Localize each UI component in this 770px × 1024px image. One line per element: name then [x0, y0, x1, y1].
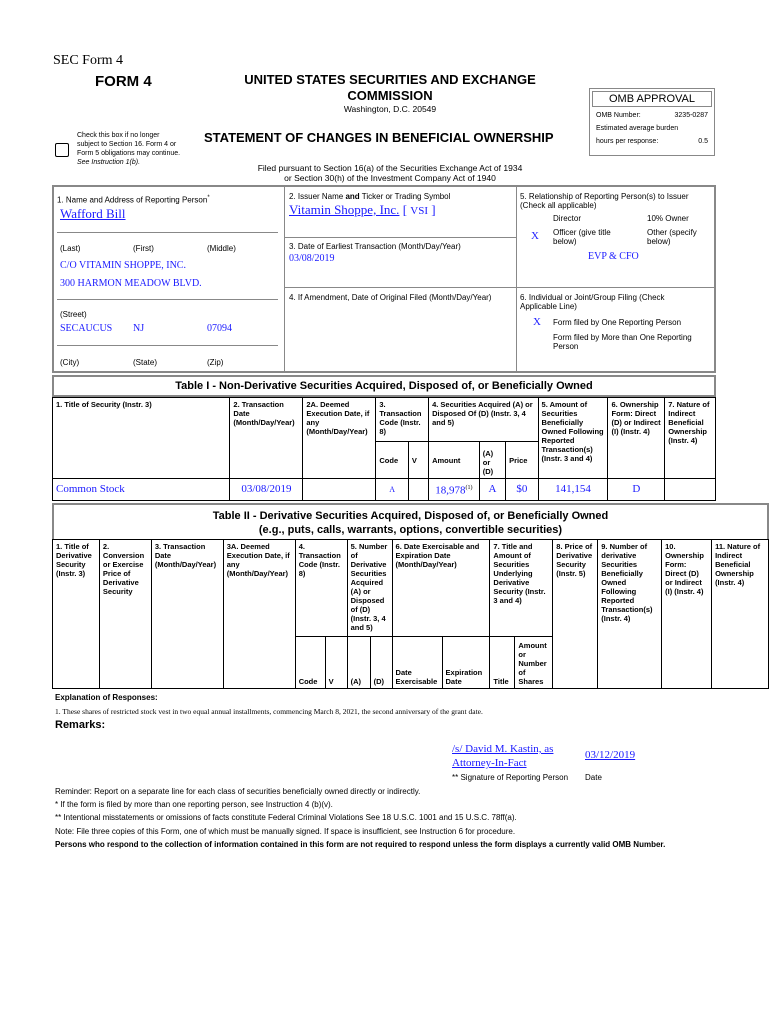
city-label: (City) [60, 358, 80, 367]
t2-subcol-date-ex: Date Exercisable [392, 637, 442, 689]
t2-subcol-amount: Amount or Number of Shares [515, 637, 553, 689]
t2-col-conversion: 2. Conversion or Exercise Price of Derivative Security [99, 540, 151, 689]
t1-col-form: 6. Ownership Form: Direct (D) or Indirect (I) (Instr. 4) [608, 398, 665, 479]
table2 [52, 539, 769, 689]
last-label: (Last) [60, 244, 81, 253]
box1-label: 1. Name and Address of Reporting Person* [57, 195, 210, 205]
zip: 07094 [207, 323, 232, 334]
t2-col-price: 8. Price of Derivative Security (Instr. 5) [553, 540, 598, 689]
t2-col-date: 3. Transaction Date (Month/Day/Year) [151, 540, 223, 689]
t1-security: Common Stock [53, 479, 230, 501]
t2-col-deemed: 3A. Deemed Execution Date, if any (Month/Day/Year) [223, 540, 295, 689]
omb-burden-label: Estimated average burden [596, 125, 679, 132]
officer-title: EVP & CFO [588, 251, 639, 262]
reminder: Reminder: Report on a separate line for each class of securities beneficially owned directly or indirectly. [55, 787, 421, 796]
street-label: (Street) [60, 310, 87, 319]
more-persons-label: Form filed by More than One Reporting Person [553, 333, 692, 351]
t1-subcol-code: Code [376, 442, 408, 479]
omb-number: 3235-0287 [674, 112, 708, 119]
address-line2: 300 HARMON MEADOW BLVD. [60, 278, 202, 289]
checkbox-instructions: Check this box if no longer subject to Section 16. Form 4 or Form 5 obligations may continue. See Instruction 1(b). [77, 132, 181, 166]
address-line1: C/O VITAMIN SHOPPE, INC. [60, 260, 186, 271]
t2-col-code: 4. Transaction Code (Instr. 8) [295, 540, 347, 637]
t1-subcol-price: Price [506, 442, 538, 479]
city: SECAUCUS [60, 323, 113, 334]
t1-col-owned: 5. Amount of Securities Beneficially Owned Following Reported Transaction(s) (Instr. 3 and 4) [538, 398, 608, 479]
t2-col-number: 5. Number of Derivative Securities Acquired (A) or Disposed of (D) (Instr. 3, 4 and 5) [347, 540, 392, 637]
zip-label: (Zip) [207, 358, 224, 367]
t2-col-title: 1. Title of Derivative Security (Instr. 3) [53, 540, 100, 689]
footnote-1: 1. These shares of restricted stock vest in two equal annual installments, commencing March 8, 2021, the second anniversary of the grant date. [55, 707, 483, 716]
agency-location: Washington, D.C. 20549 [343, 104, 437, 114]
table1 [52, 397, 716, 501]
t2-col-nature: 11. Nature of Indirect Beneficial Ownership (Instr. 4) [712, 540, 769, 689]
instruction-4: Persons who respond to the collection of information contained in this form are not required to respond unless the form displays a currently valid OMB Number. [55, 840, 666, 849]
t1-subcol-amount: Amount [429, 442, 480, 479]
t2-col-form: 10. Ownership Form: Direct (D) or Indirect (I) (Instr. 4) [662, 540, 712, 689]
t1-subcol-v: V [408, 442, 428, 479]
t1-amount-cell: 18,978$^{(1)}$ [429, 479, 480, 501]
first-label: (First) [133, 244, 154, 253]
box4-label: 4. If Amendment, Date of Original Filed (Month/Day/Year) [289, 293, 492, 302]
agency-name: UNITED STATES SECURITIES AND EXCHANGE COMMISSION [244, 72, 536, 103]
state-label: (State) [133, 358, 158, 367]
instruction-3: Note: File three copies of this Form, one of which must be manually signed. If space is insufficient, see Instruction 6 for procedure. [55, 827, 516, 836]
t1-owned: 141,154 [538, 479, 608, 501]
ten-percent-owner-label: 10% Owner [647, 214, 689, 223]
t1-col-deemed: 2A. Deemed Execution Date, if any (Month/Day/Year) [303, 398, 376, 479]
t1-aord: A [479, 479, 505, 501]
filed-pursuant: Filed pursuant to Section 16(a) of the Securities Exchange Act of 1934 or Section 30(h) of the Investment Company Act of 1940 [257, 163, 523, 183]
one-person-check-mark: X [533, 316, 541, 328]
signature-link[interactable]: /s/ David M. Kastin, as Attorney-In-Fact [452, 743, 554, 769]
t1-col-security: 1. Title of Security (Instr. 3) [53, 398, 230, 479]
issuer-name-link[interactable]: Vitamin Shoppe, Inc. [289, 202, 400, 217]
earliest-transaction-date: 03/08/2019 [289, 253, 335, 264]
instruction-2: ** Intentional misstatements or omissions of facts constitute Federal Criminal Violations See 18 U.S.C. 1001 and 15 U.S.C. 78ff(a). [55, 813, 517, 822]
t1-col-date: 2. Transaction Date (Month/Day/Year) [230, 398, 303, 479]
table2-title: Table II - Derivative Securities Acquired, Disposed of, or Beneficially Owned (e.g., puts, calls, warrants, options, convertible securities) [52, 503, 769, 539]
t2-col-exercisable: 6. Date Exercisable and Expiration Date (Month/Day/Year) [392, 540, 490, 637]
officer-check-mark: X [531, 230, 539, 242]
remarks-heading: Remarks: [55, 719, 106, 731]
box2-label: 2. Issuer Name and Ticker or Trading Symbol [289, 192, 451, 201]
omb-hours-label: hours per response: [596, 138, 659, 145]
t1-footnote: (1) [465, 484, 473, 491]
signature-date-link[interactable]: 03/12/2019 [585, 749, 636, 761]
issuer-line: Vitamin Shoppe, Inc. [ VSI ] [289, 202, 436, 217]
t1-date: 03/08/2019 [230, 479, 303, 501]
other-label: Other (specify below) [647, 228, 697, 246]
t1-code: A [376, 479, 408, 501]
omb-box [589, 88, 715, 156]
t1-col-acquired: 4. Securities Acquired (A) or Disposed Of (D) (Instr. 3, 4 and 5) [429, 398, 538, 442]
t1-col-code: 3. Transaction Code (Instr. 8) [376, 398, 429, 442]
statement-title: STATEMENT OF CHANGES IN BENEFICIAL OWNERSHIP [204, 130, 554, 145]
date-label: Date [585, 773, 602, 782]
omb-hours: 0.5 [698, 138, 708, 145]
box5-label: 5. Relationship of Reporting Person(s) to Issuer (Check all applicable) [520, 192, 689, 210]
t2-col-owned: 9. Number of derivative Securities Beneficially Owned Following Reported Transaction(s) (Instr. 4) [598, 540, 662, 689]
form-title: FORM 4 [95, 73, 152, 90]
box3-label: 3. Date of Earliest Transaction (Month/Day/Year) [289, 242, 461, 251]
no-longer-subject-checkbox[interactable] [55, 143, 69, 157]
officer-label: Officer (give title below) [553, 228, 611, 246]
state: NJ [133, 323, 145, 334]
middle-label: (Middle) [207, 244, 236, 253]
t1-price: $0 [506, 479, 538, 501]
sec-form-label: SEC Form 4 [53, 53, 124, 68]
table1-title: Table I - Non-Derivative Securities Acquired, Disposed of, or Beneficially Owned [52, 375, 716, 397]
ticker-symbol: VSI [410, 205, 429, 217]
t2-subcol-d: (D) [370, 637, 392, 689]
box6-label: 6. Individual or Joint/Group Filing (Check Applicable Line) [520, 293, 665, 311]
explanation-heading: Explanation of Responses: [55, 693, 158, 702]
one-person-label: Form filed by One Reporting Person [553, 318, 682, 327]
t1-subcol-aord: (A) or (D) [479, 442, 505, 479]
t2-subcol-code: Code [295, 637, 325, 689]
t2-subcol-exp: Expiration Date [442, 637, 490, 689]
t2-subcol-title: Title [490, 637, 515, 689]
table-row [53, 479, 716, 501]
reporting-person-name-link[interactable]: Wafford Bill [60, 206, 126, 221]
omb-title: OMB APPROVAL [592, 91, 712, 107]
instruction-1: * If the form is filed by more than one reporting person, see Instruction 4 (b)(v). [55, 800, 333, 809]
t2-subcol-v: V [325, 637, 347, 689]
omb-number-label: OMB Number: [596, 112, 641, 119]
t2-col-underlying: 7. Title and Amount of Securities Underlying Derivative Security (Instr. 3 and 4) [490, 540, 553, 637]
signature-label: ** Signature of Reporting Person [452, 773, 569, 782]
t1-col-nature: 7. Nature of Indirect Beneficial Ownership (Instr. 4) [665, 398, 716, 479]
t2-subcol-a: (A) [347, 637, 370, 689]
t1-form: D [608, 479, 665, 501]
director-label: Director [553, 214, 582, 223]
